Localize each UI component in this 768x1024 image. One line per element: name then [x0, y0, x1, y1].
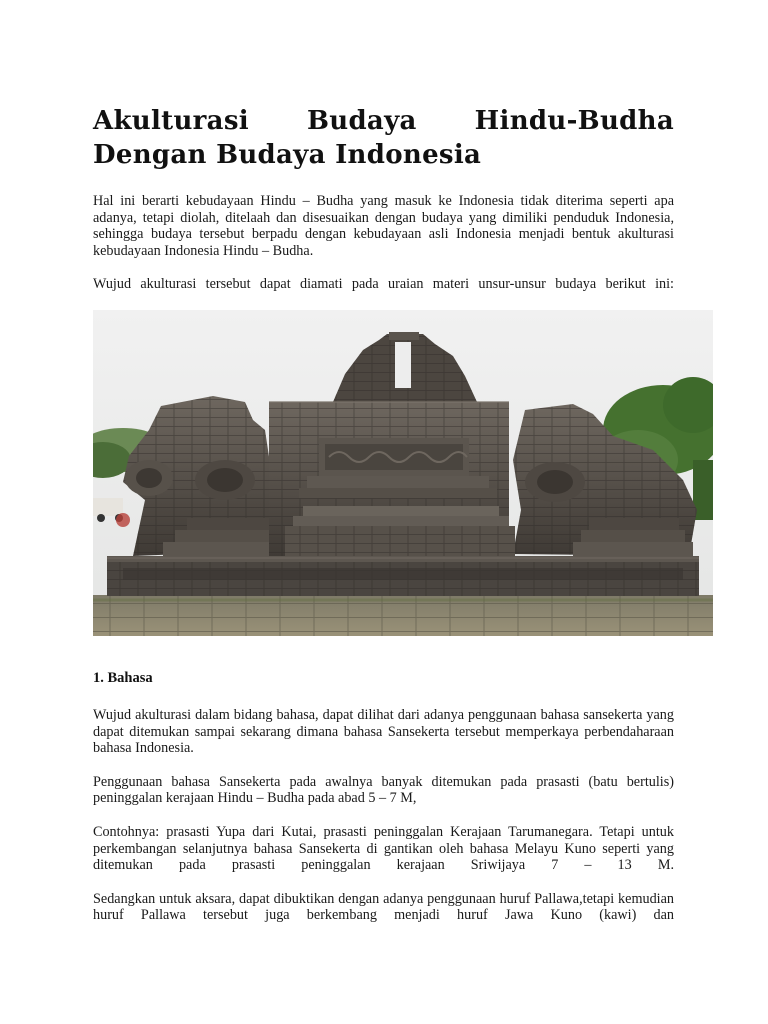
intro-paragraph: Hal ini berarti kebudayaan Hindu – Budha yang masuk ke Indonesia tidak diterima seperti apa adanya, tetapi diolah, ditelaah dan disesuaikan dengan budaya yang dimiliki penduduk Indonesia, sehingga budaya tersebut berpadu dengan kebudayaan asli Indonesia menjadi bentuk akulturasi kebudayaan Indonesia Hindu – Budha.: [93, 193, 674, 259]
document-title: Akulturasi Budaya Hindu-Budha Dengan Budaya Indonesia: [93, 106, 674, 170]
section-paragraph: Wujud akulturasi dalam bidang bahasa, dapat dilihat dari adanya penggunaan bahasa sansekerta yang dapat ditemukan sampai sekarang dimana bahasa Sansekerta tersebut memperkaya perbendaharaan bahasa Indonesia.: [93, 706, 674, 757]
document-body: [93, 104, 674, 941]
temple-photo: [93, 310, 713, 636]
section-paragraph: Penggunaan bahasa Sansekerta pada awalnya banyak ditemukan pada prasasti (batu bertulis) peninggalan kerajaan Hindu – Budha pada abad 5 – 7 M,: [93, 773, 674, 807]
section-paragraph: Contohnya: prasasti Yupa dari Kutai, prasasti peninggalan Kerajaan Tarumanegara. Tetapi untuk perkembangan selanjutnya bahasa Sansekerta di gantikan oleh bahasa Melayu Kuno seperti yang ditemukan pada prasasti peninggalan kerajaan Sriwijaya 7 – 13 M.: [93, 823, 674, 874]
section-heading: 1. Bahasa: [93, 669, 153, 686]
section-paragraph: Sedangkan untuk aksara, dapat dibuktikan dengan adanya penggunaan huruf Pallawa,tetapi kemudian huruf Pallawa tersebut juga berkembang menjadi huruf Jawa Kuno (kawi) dan: [93, 890, 674, 924]
intro-paragraph: Wujud akulturasi tersebut dapat diamati pada uraian materi unsur-unsur budaya berikut ini:: [93, 276, 674, 293]
